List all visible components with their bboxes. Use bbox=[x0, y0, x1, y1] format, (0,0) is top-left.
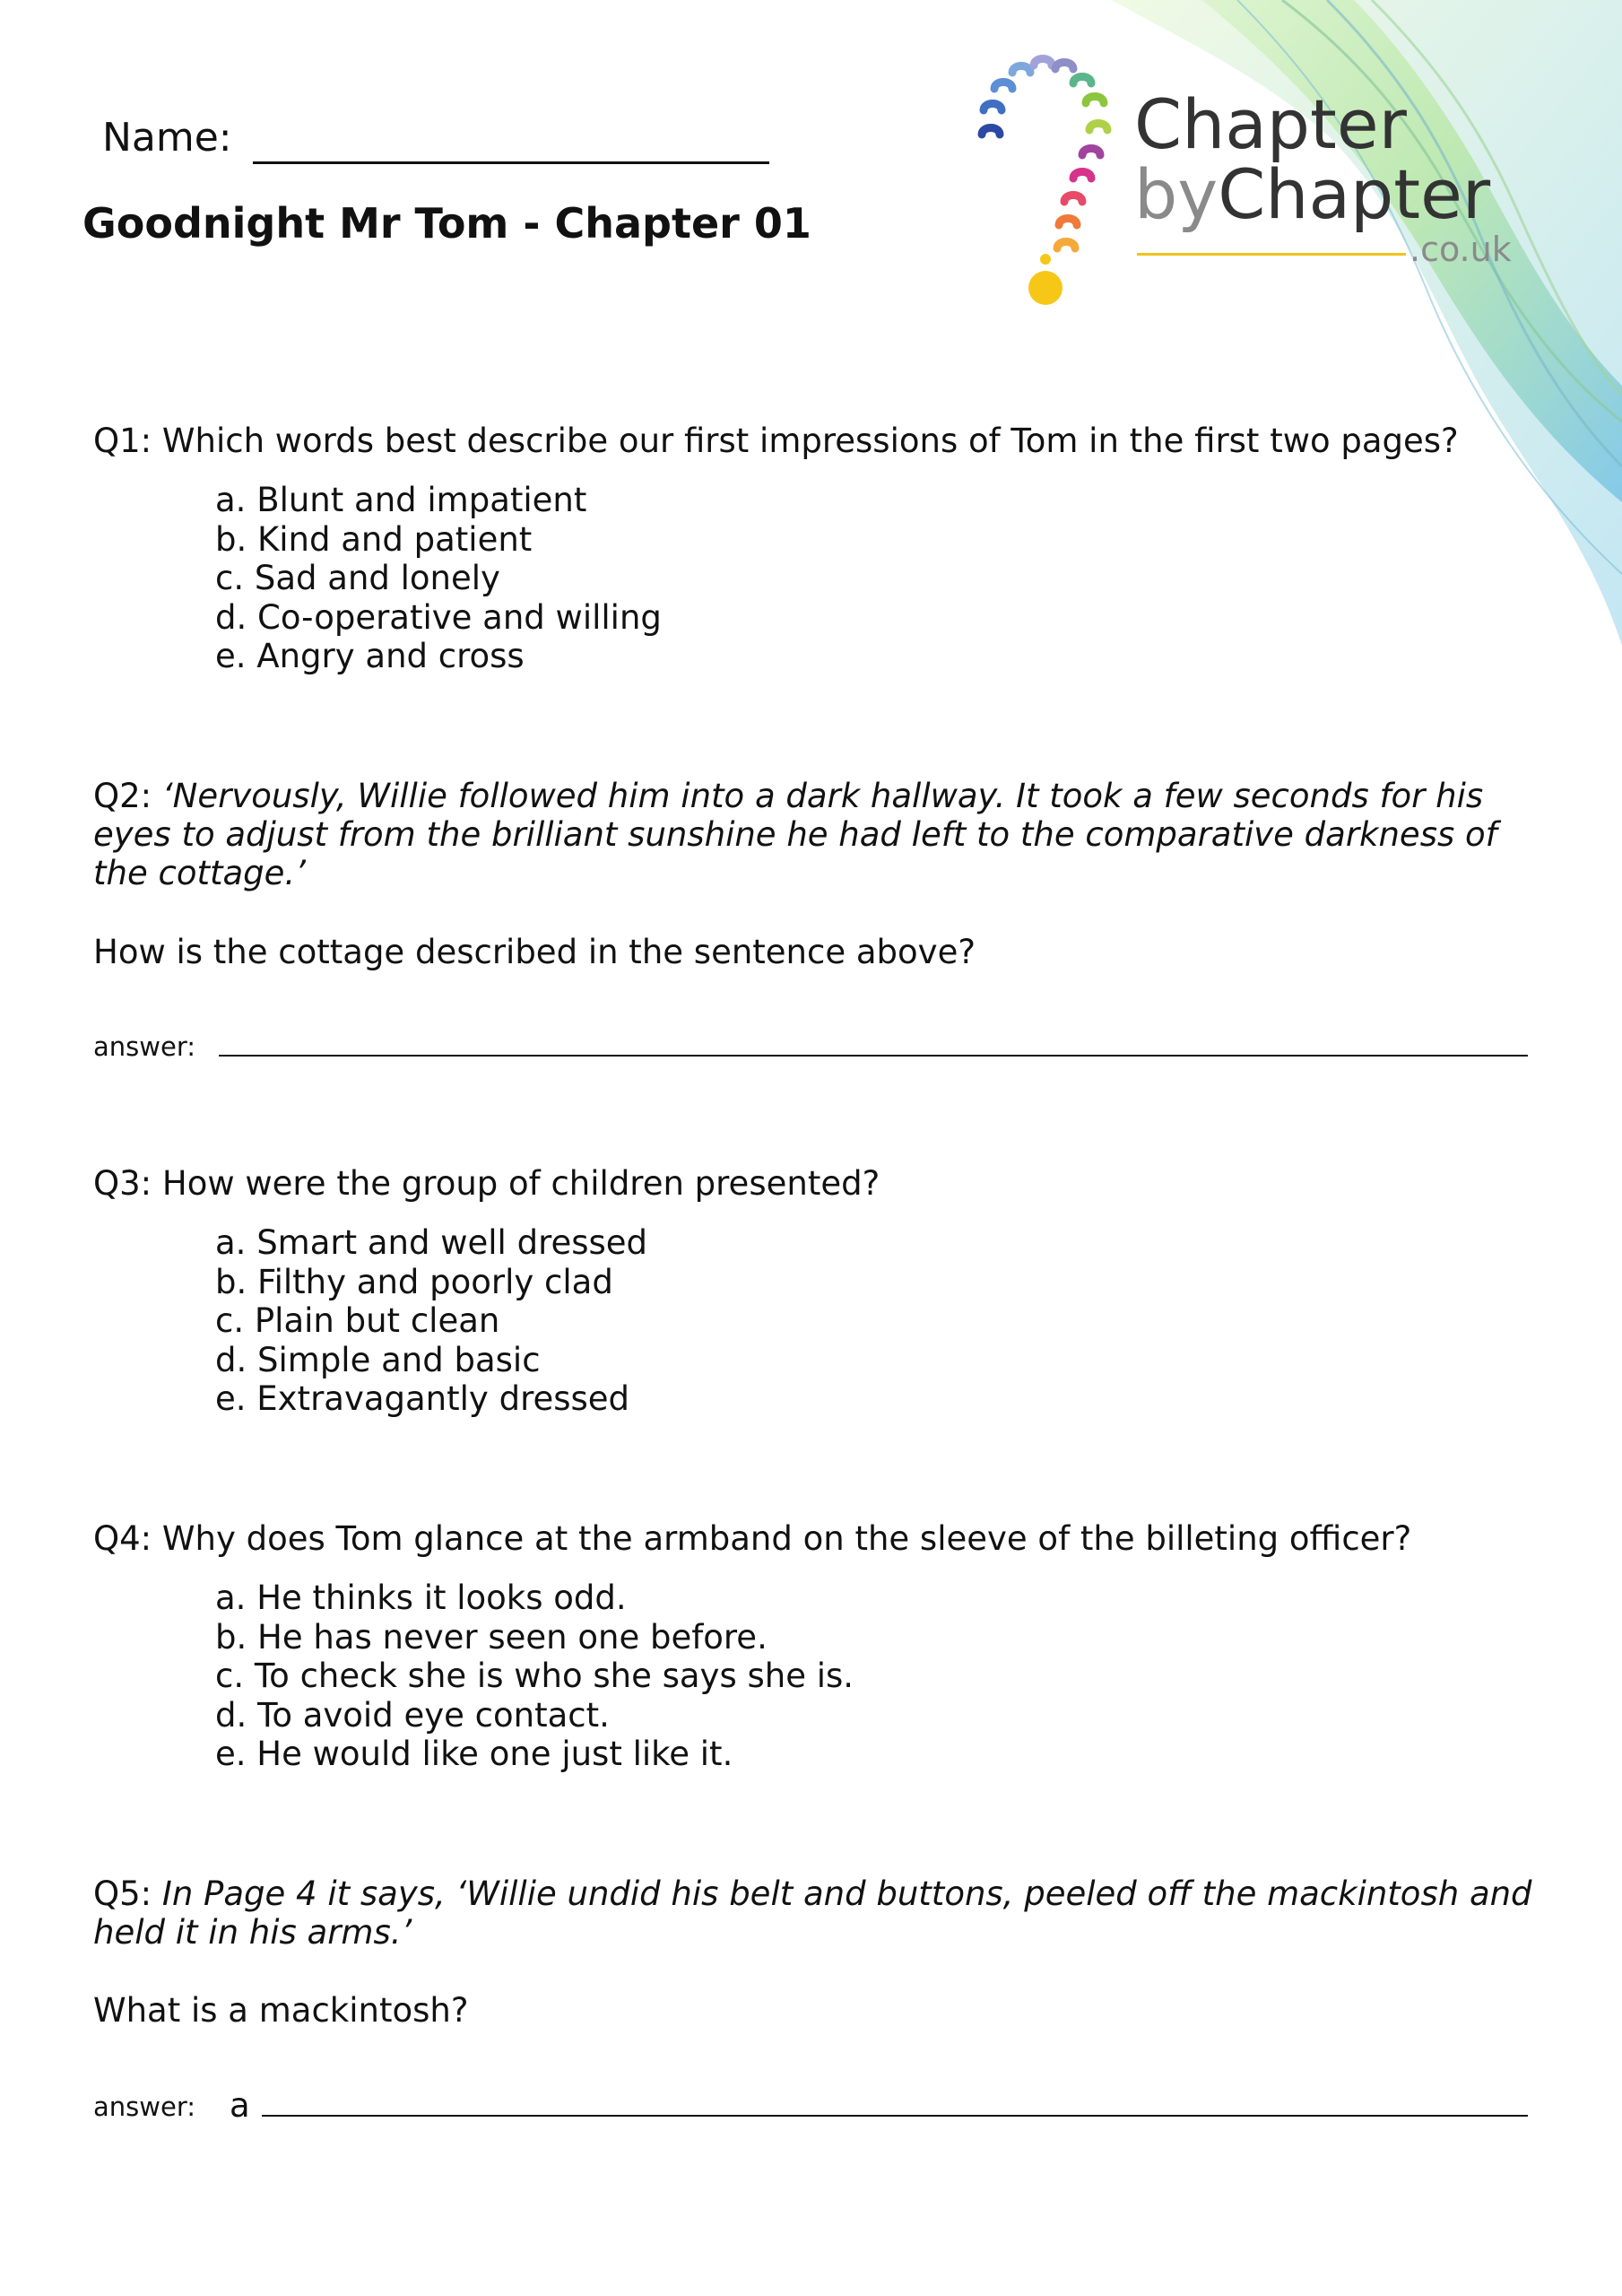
logo-underline bbox=[1137, 253, 1406, 256]
question-4-options bbox=[215, 1578, 854, 1774]
option-item[interactable]: e. He would like one just like it. bbox=[215, 1735, 733, 1773]
worksheet-title: Goodnight Mr Tom - Chapter 01 bbox=[82, 199, 811, 248]
question-quote: ‘Nervously, Willie followed him into a dark hallway. It took a few seconds for his eyes to adjust from the brilliant sunshine he had left to the comparative darkness of the cottage.’ bbox=[93, 777, 1497, 892]
question-1-options bbox=[215, 481, 662, 676]
option-item[interactable]: b. Filthy and poorly clad bbox=[215, 1262, 613, 1301]
answer-input-line[interactable] bbox=[219, 1055, 1528, 1057]
answer-label: answer: bbox=[93, 1031, 196, 1062]
question-3 bbox=[93, 1164, 1528, 1203]
option-item[interactable]: b. Kind and patient bbox=[215, 519, 533, 559]
question-label: Q4: bbox=[93, 1519, 152, 1558]
question-label: Q5: bbox=[93, 1874, 152, 1913]
question-4 bbox=[93, 1519, 1528, 1558]
name-input-line[interactable] bbox=[253, 161, 769, 164]
logo-line-chapter-2: Chapter bbox=[1218, 154, 1491, 234]
logo-mark-icon bbox=[964, 49, 1125, 309]
option-item[interactable]: c. Plain but clean bbox=[215, 1301, 500, 1340]
question-text: Which words best describe our first impressions of Tom in the first two pages? bbox=[161, 422, 1459, 460]
question-text: Why does Tom glance at the armband on the sleeve of the billeting officer? bbox=[161, 1519, 1412, 1558]
question-3-options bbox=[215, 1223, 647, 1419]
question-5 bbox=[93, 1874, 1546, 1952]
answer-label: answer: bbox=[93, 2092, 196, 2122]
option-item[interactable]: a. Blunt and impatient bbox=[215, 481, 587, 519]
logo-line-chapter: Chapter bbox=[1134, 84, 1407, 164]
question-2 bbox=[93, 777, 1510, 892]
question-text: How were the group of children presented? bbox=[161, 1164, 880, 1203]
option-item[interactable]: e. Extravagantly dressed bbox=[215, 1379, 630, 1418]
name-label: Name: bbox=[102, 115, 232, 161]
question-1 bbox=[93, 422, 1528, 460]
logo-suffix: .co.uk bbox=[1409, 230, 1512, 269]
question-label: Q3: bbox=[93, 1164, 152, 1203]
option-item[interactable]: d. Co-operative and willing bbox=[215, 597, 662, 637]
option-item[interactable]: e. Angry and cross bbox=[215, 637, 525, 675]
logo-by: by bbox=[1134, 154, 1219, 234]
question-label: Q2: bbox=[93, 777, 152, 815]
answer-value: a bbox=[230, 2086, 250, 2125]
option-item[interactable]: b. He has never seen one before. bbox=[215, 1617, 768, 1657]
option-item[interactable]: a. He thinks it looks odd. bbox=[215, 1578, 627, 1617]
option-item[interactable]: c. Sad and lonely bbox=[215, 559, 500, 597]
logo-wordmark bbox=[1134, 84, 1547, 234]
question-2-prompt: How is the cottage described in the sentence above? bbox=[93, 933, 976, 971]
option-item[interactable]: d. Simple and basic bbox=[215, 1340, 541, 1379]
option-item[interactable]: d. To avoid eye contact. bbox=[215, 1695, 610, 1735]
option-item[interactable]: c. To check she is who she says she is. bbox=[215, 1657, 854, 1695]
question-quote: In Page 4 it says, ‘Willie undid his belt and buttons, peeled off the mackintosh and held it in his arms.’ bbox=[93, 1874, 1532, 1952]
answer-input-line[interactable] bbox=[262, 2115, 1528, 2117]
question-label: Q1: bbox=[93, 422, 152, 460]
option-item[interactable]: a. Smart and well dressed bbox=[215, 1223, 648, 1262]
logo-line-bychapter bbox=[1134, 154, 1547, 234]
question-5-prompt: What is a mackintosh? bbox=[93, 1991, 469, 2030]
